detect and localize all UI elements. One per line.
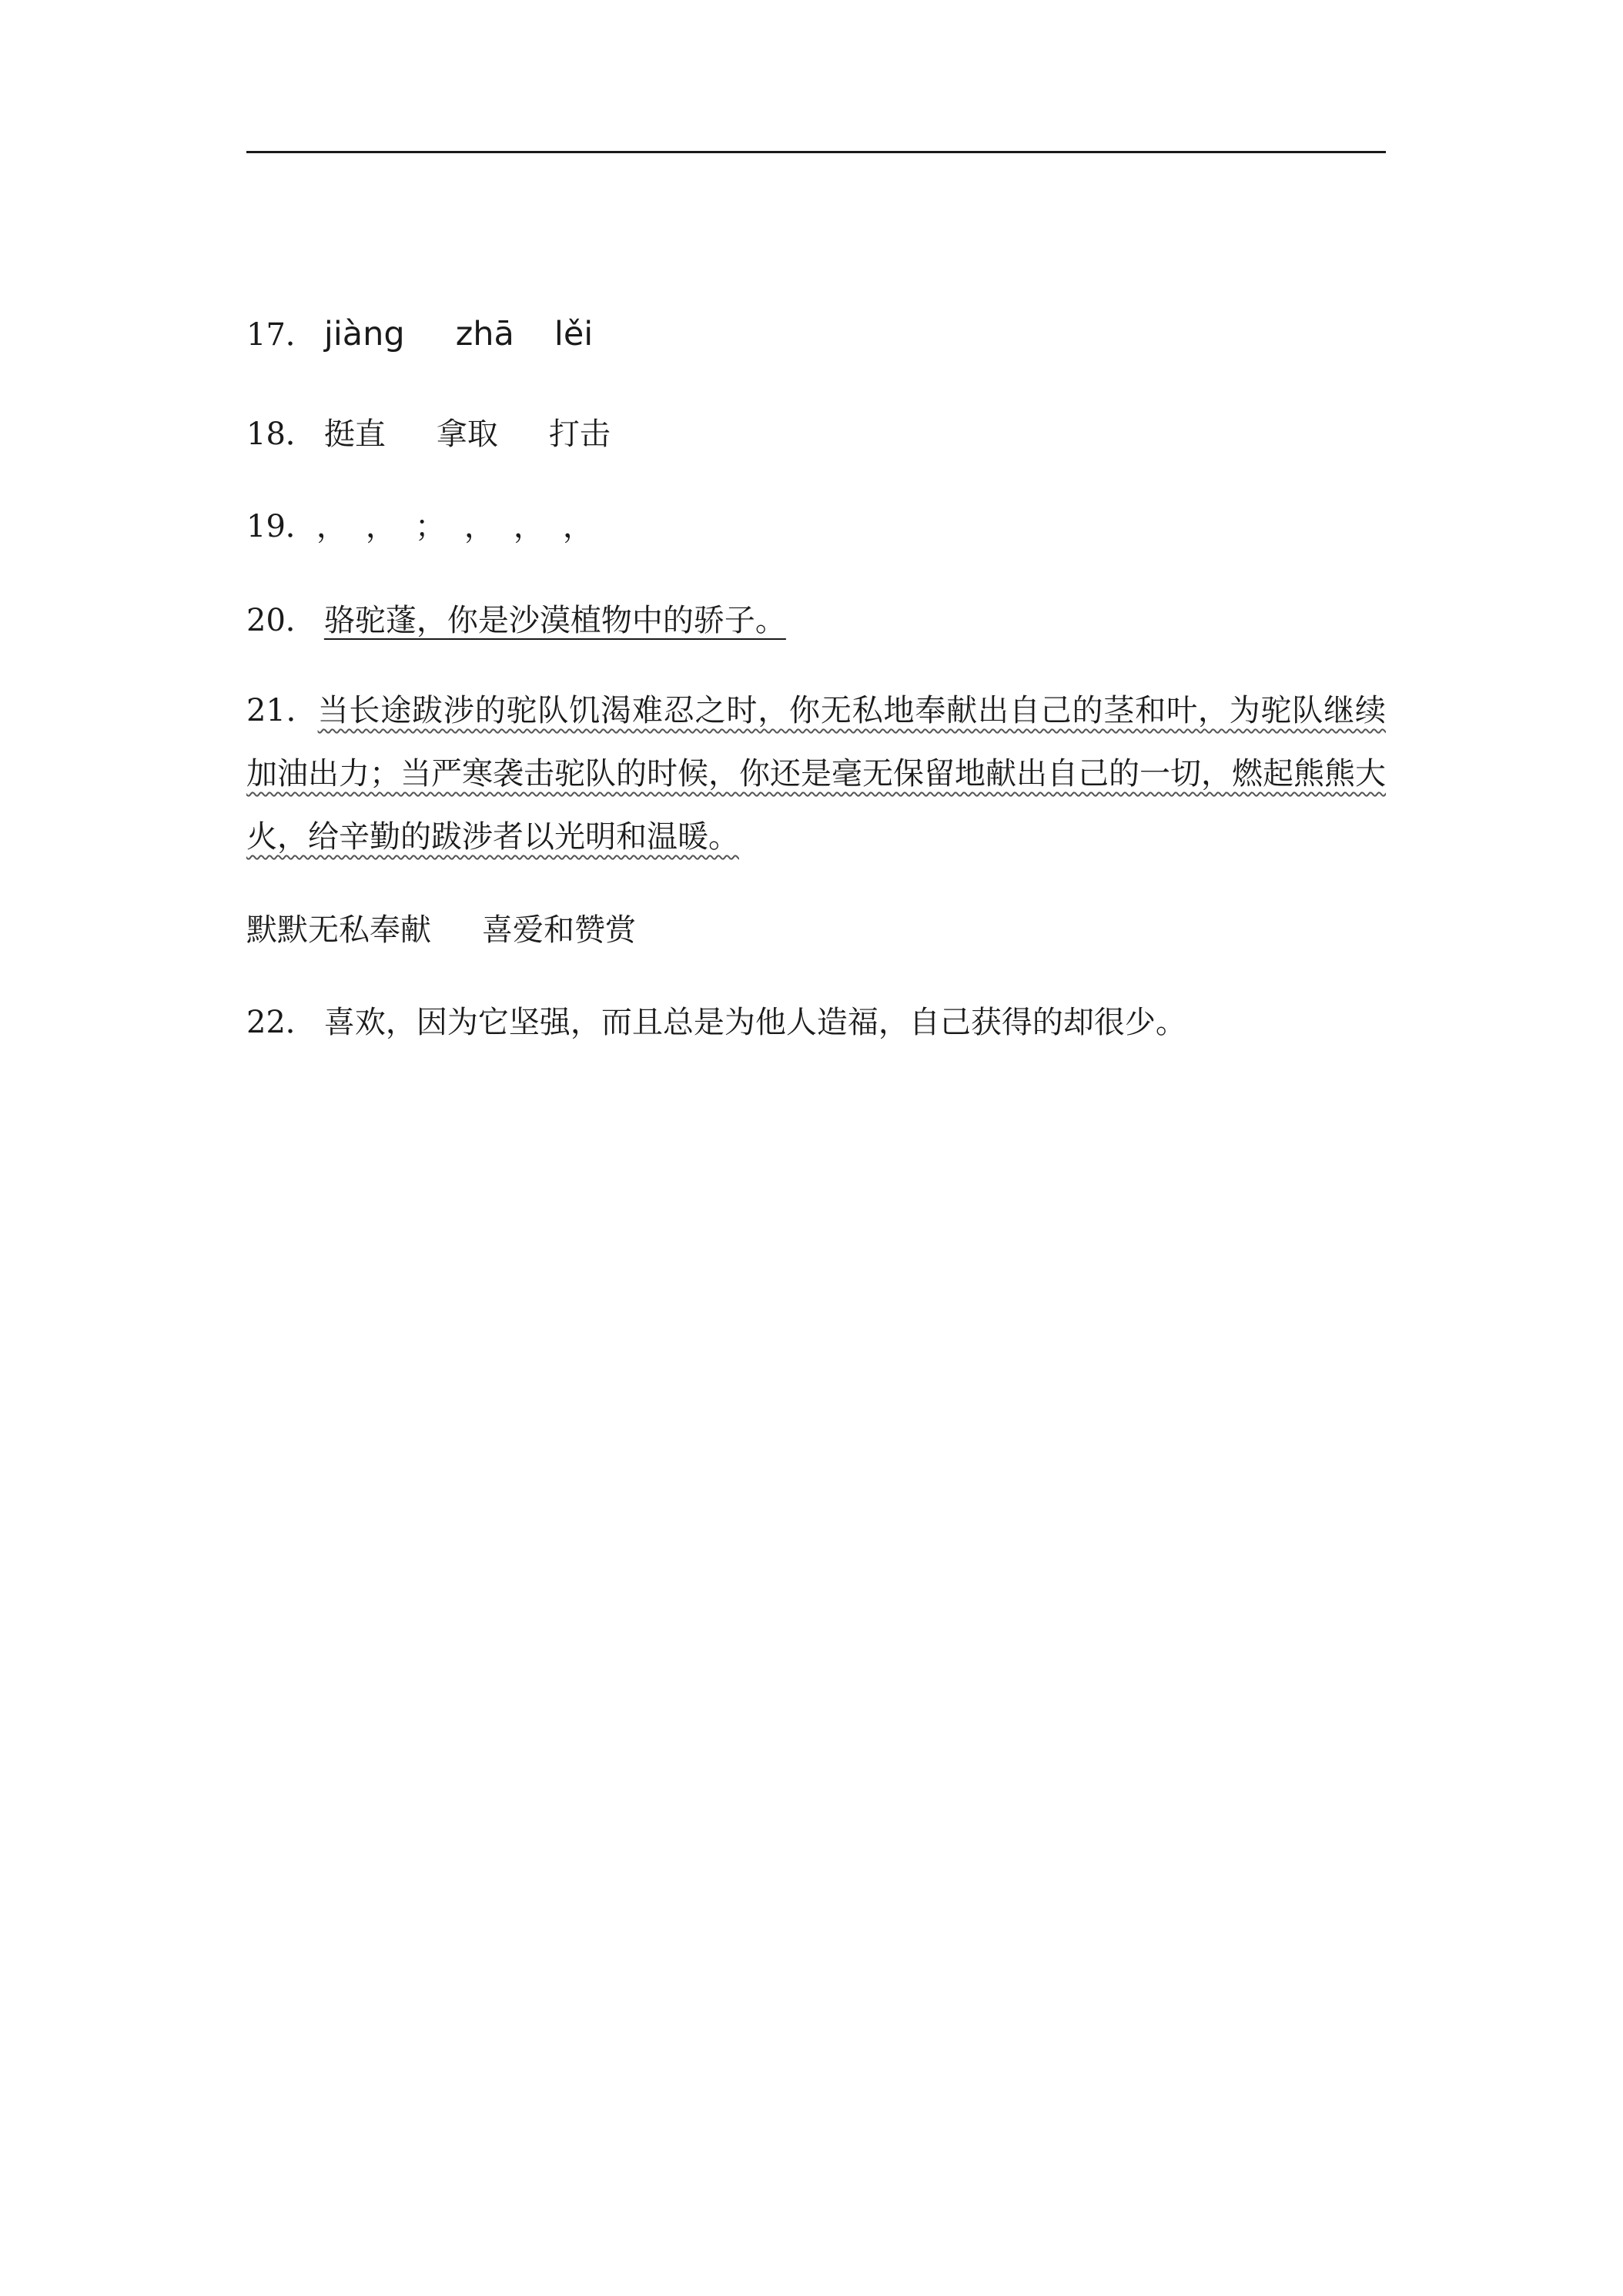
answer-21 bbox=[246, 679, 1386, 869]
answer-17 bbox=[246, 311, 593, 358]
punctuation-mark: ， bbox=[365, 509, 397, 544]
pinyin-2: zhā bbox=[455, 315, 514, 353]
answer-text: 喜欢，因为它坚强，而且总是为他人造福，自己获得的却很少。 bbox=[323, 1005, 1186, 1040]
pinyin-1: jiàng bbox=[323, 315, 405, 353]
answer-number: 17． bbox=[246, 317, 316, 353]
punctuation-mark: ， bbox=[316, 509, 347, 544]
answer-22 bbox=[246, 999, 1186, 1046]
answer-21-extra bbox=[246, 907, 636, 953]
answer-number: 19． bbox=[246, 509, 316, 544]
punctuation-mark: ； bbox=[414, 509, 446, 544]
word-2: 拿取 bbox=[436, 417, 498, 452]
answer-number: 20． bbox=[246, 603, 316, 638]
pinyin-3: lěi bbox=[554, 315, 594, 353]
answer-18 bbox=[246, 411, 611, 457]
answer-number: 22． bbox=[246, 1005, 316, 1040]
punctuation-mark: ， bbox=[562, 509, 594, 544]
answer-number: 21． bbox=[246, 693, 318, 728]
punctuation-mark: ， bbox=[513, 509, 544, 544]
extra-phrase-1: 默默无私奉献 bbox=[246, 912, 431, 948]
wavy-underlined-answer: 当长途跋涉的驼队饥渴难忍之时，你无私地奉献出自己的茎和叶，为驼队继续加油出力；当严寒袭击驼队的时候，你还是毫无保留地献出自己的一切，燃起熊熊大火，给辛勤的跋涉者以光明和温暖。 bbox=[246, 693, 1386, 855]
answer-19 bbox=[246, 504, 612, 550]
underlined-answer: 骆驼蓬，你是沙漠植物中的骄子。 bbox=[323, 603, 786, 638]
extra-phrase-2: 喜爱和赞赏 bbox=[482, 912, 636, 948]
word-1: 挺直 bbox=[323, 417, 386, 452]
punctuation-mark: ， bbox=[463, 509, 495, 544]
answer-20 bbox=[246, 597, 786, 644]
header-rule bbox=[246, 151, 1386, 153]
word-3: 打击 bbox=[548, 417, 611, 452]
answer-number: 18． bbox=[246, 417, 316, 452]
